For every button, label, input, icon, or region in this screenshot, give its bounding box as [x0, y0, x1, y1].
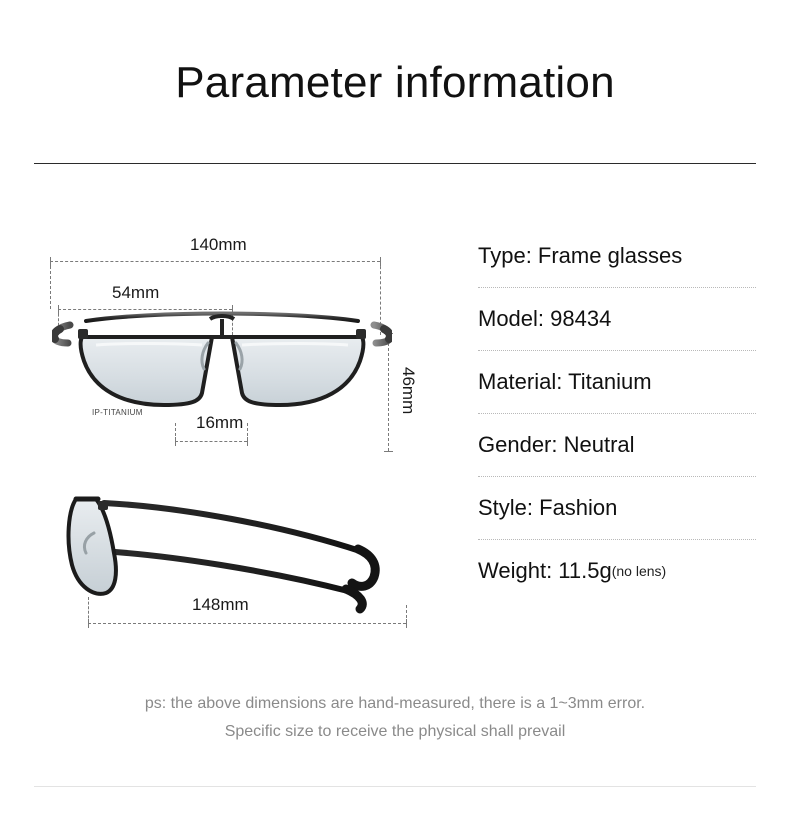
dimension-line-temple-length [88, 623, 406, 624]
product-dimension-diagram [40, 185, 460, 665]
dimension-guide [247, 423, 248, 441]
spec-text-type: Type: Frame glasses [478, 243, 683, 268]
spec-text-weight: Weight: 11.5g [478, 558, 612, 583]
dimension-label-lens-height: 46mm [398, 363, 418, 418]
dimension-guide [406, 605, 407, 623]
dimension-label-bridge: 16mm [192, 413, 247, 433]
spec-row-weight [478, 540, 756, 602]
dimension-line-bridge [175, 441, 247, 442]
glasses-front-view [52, 285, 392, 415]
title-divider [34, 163, 756, 164]
spec-row-style [478, 477, 756, 540]
bottom-divider [34, 786, 756, 787]
page-title: Parameter information [175, 58, 615, 107]
brand-marking-label: IP-TITANIUM [92, 408, 143, 417]
spec-text-material: Material: Titanium [478, 369, 652, 394]
footnote [0, 690, 790, 746]
footnote-line-1: ps: the above dimensions are hand-measured, there is a 1~3mm error. [144, 695, 646, 712]
spec-text-style: Style: Fashion [478, 495, 618, 520]
dimension-tick [384, 451, 393, 452]
spec-row-material [478, 351, 756, 414]
dimension-label-total-width: 140mm [186, 235, 251, 255]
dimension-line-total-width [50, 261, 380, 262]
spec-list [478, 225, 756, 602]
dimension-guide [175, 423, 176, 441]
content-area [0, 185, 790, 685]
dimension-label-temple-length: 148mm [188, 595, 253, 615]
dimension-guide [88, 597, 89, 623]
spec-text-model: Model: 98434 [478, 306, 612, 331]
spec-text-weight-note: (no lens) [611, 563, 667, 579]
spec-row-type [478, 225, 756, 288]
footnote-line-2: Specific size to receive the physical shall prevail [224, 723, 566, 740]
dimension-guide [50, 261, 51, 309]
spec-text-gender: Gender: Neutral [478, 432, 635, 457]
dimension-label-lens-width: 54mm [108, 283, 163, 303]
spec-row-gender [478, 414, 756, 477]
spec-row-model [478, 288, 756, 351]
